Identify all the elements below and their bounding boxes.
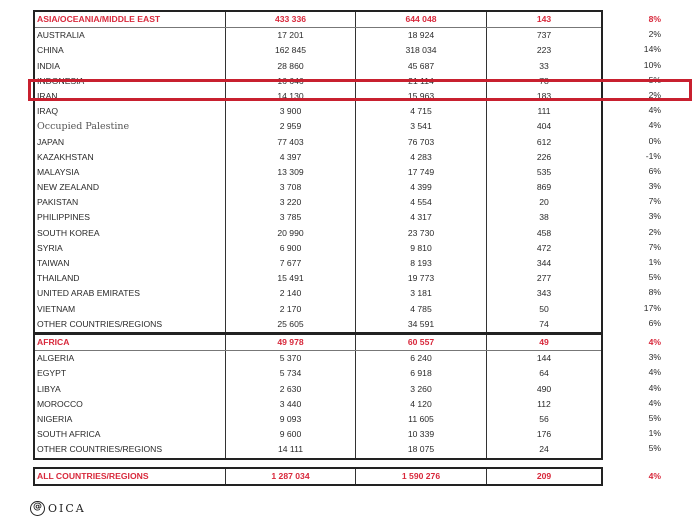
value-3-cell: 472: [536, 242, 552, 253]
table-row: [35, 317, 601, 332]
country-name-cell: CHINA: [35, 43, 226, 58]
table-row: [35, 271, 601, 286]
value-1-cell: 15 491: [226, 271, 356, 286]
country-name-cell: EGYPT: [35, 366, 226, 381]
value-3-cell: 176: [536, 429, 552, 440]
table-row: [35, 397, 601, 412]
value-1-cell: 14 111: [226, 442, 356, 457]
country-name-cell: IRAN: [35, 89, 226, 104]
value-2-cell: 8 193: [356, 256, 487, 271]
value-1-cell: 7 677: [226, 256, 356, 271]
value-3-cell: 277: [536, 273, 552, 284]
value-3-cell: 343: [536, 288, 552, 299]
value-2-cell: 644 048: [356, 12, 487, 27]
percent-cell: 17%: [643, 302, 661, 313]
country-name-cell: AFRICA: [35, 335, 226, 350]
table-row: [35, 226, 601, 241]
value-1-cell: 3 440: [226, 397, 356, 412]
value-1-cell: 2 959: [226, 119, 356, 134]
value-1-cell: 9 093: [226, 412, 356, 427]
value-2-cell: 18 075: [356, 442, 487, 457]
country-name-cell: TAIWAN: [35, 256, 226, 271]
value-2-cell: 3 541: [356, 119, 487, 134]
percent-cell: -1%: [645, 150, 661, 161]
at-symbol-icon: @: [30, 501, 45, 516]
value-3-cell: 78: [539, 75, 549, 86]
country-name-cell: VIETNAM: [35, 302, 226, 317]
table-row: [35, 210, 601, 225]
section-header-row: [35, 12, 601, 28]
value-3-cell: 226: [536, 151, 552, 162]
percent-cell: 10%: [643, 59, 661, 70]
country-name-cell: OTHER COUNTRIES/REGIONS: [35, 442, 226, 457]
percent-cell: 4%: [648, 397, 661, 408]
value-1-cell: 3 220: [226, 195, 356, 210]
value-2-cell: 318 034: [356, 43, 487, 58]
value-3-cell: 458: [536, 227, 552, 238]
value-2-cell: 17 749: [356, 165, 487, 180]
value-3-cell: 74: [539, 318, 549, 329]
value-2-cell: 4 554: [356, 195, 487, 210]
value-1-cell: 28 860: [226, 59, 356, 74]
value-1-cell: 3 785: [226, 210, 356, 225]
africa-table: [33, 333, 603, 460]
percent-cell: 3%: [648, 211, 661, 222]
value-3-cell: 33: [539, 60, 549, 71]
table-row: [35, 180, 601, 195]
value-2-cell: 76 703: [356, 135, 487, 150]
country-name-cell: PHILIPPINES: [35, 210, 226, 225]
table-row: [35, 150, 601, 165]
all-countries-table: [33, 467, 603, 486]
asia-oceania-middle-east-table: [33, 10, 603, 334]
value-2-cell: 4 785: [356, 302, 487, 317]
value-2-cell: 21 114: [356, 74, 487, 89]
value-2-cell: 19 773: [356, 271, 487, 286]
value-2-cell: 6 918: [356, 366, 487, 381]
value-1-cell: 433 336: [226, 12, 356, 27]
value-1-cell: 20 990: [226, 226, 356, 241]
percent-cell: 1%: [648, 257, 661, 267]
value-3-cell: 144: [536, 353, 552, 364]
table-row: [35, 442, 601, 457]
table-row: [35, 59, 601, 74]
value-2-cell: 15 963: [356, 89, 487, 104]
value-2-cell: 6 240: [356, 351, 487, 366]
country-name-cell: LIBYA: [35, 382, 226, 397]
value-2-cell: 45 687: [356, 59, 487, 74]
value-3-cell: 38: [539, 212, 549, 223]
value-3-cell: 49: [539, 337, 549, 347]
table-row: [35, 135, 601, 150]
value-3-cell: 404: [536, 121, 552, 132]
value-2-cell: 23 730: [356, 226, 487, 241]
table-row: [35, 366, 601, 381]
value-1-cell: 3 900: [226, 104, 356, 119]
value-2-cell: 18 924: [356, 28, 487, 43]
value-1-cell: 9 600: [226, 427, 356, 442]
value-3-cell: 223: [536, 45, 552, 56]
country-name-cell: INDIA: [35, 59, 226, 74]
percent-cell: 3%: [648, 352, 661, 363]
country-name-cell: SOUTH AFRICA: [35, 427, 226, 442]
country-name-cell: INDONESIA: [35, 74, 226, 89]
value-3-cell: 24: [539, 444, 549, 455]
value-3-cell: 112: [537, 398, 551, 409]
value-1-cell: 2 630: [226, 382, 356, 397]
value-3-cell: 64: [539, 368, 549, 379]
country-name-cell: OTHER COUNTRIES/REGIONS: [35, 317, 226, 332]
value-3-cell: 56: [539, 413, 549, 424]
percent-cell: 1%: [648, 428, 661, 439]
percent-cell: 2%: [648, 226, 661, 237]
country-name-cell: MALAYSIA: [35, 165, 226, 180]
table-row: [35, 412, 601, 427]
percent-cell: 6%: [648, 165, 661, 176]
value-3-cell: 111: [537, 106, 551, 117]
percent-cell: 14%: [643, 44, 661, 55]
country-name-cell: Occupied Palestine: [35, 119, 226, 134]
country-name-cell: SOUTH KOREA: [35, 226, 226, 241]
value-2-cell: 4 399: [356, 180, 487, 195]
all-countries-percent-column: [603, 469, 683, 484]
percent-cell: 3%: [648, 181, 661, 192]
percent-cell: 4%: [648, 382, 661, 393]
value-1-cell: 5 734: [226, 366, 356, 381]
country-name-cell: ASIA/OCEANIA/MIDDLE EAST: [35, 12, 226, 27]
value-2-cell: 9 810: [356, 241, 487, 256]
table-row: [35, 74, 601, 89]
value-3-cell: 535: [536, 166, 552, 177]
country-name-cell: NIGERIA: [35, 412, 226, 427]
country-name-cell: KAZAKHSTAN: [35, 150, 226, 165]
table-row: [35, 165, 601, 180]
value-2-cell: 4 283: [356, 150, 487, 165]
value-1-cell: 4 397: [226, 150, 356, 165]
value-1-cell: 5 370: [226, 351, 356, 366]
percent-cell: 4%: [648, 367, 661, 378]
percent-cell: 2%: [648, 29, 661, 40]
country-name-cell: UNITED ARAB EMIRATES: [35, 286, 226, 301]
oica-logo: [30, 501, 86, 516]
table-row: [35, 382, 601, 397]
value-1-cell: 17 201: [226, 28, 356, 43]
percent-cell: 4%: [648, 471, 661, 481]
value-3-cell: 209: [536, 471, 552, 481]
value-3-cell: 612: [536, 136, 552, 147]
value-1-cell: 2 140: [226, 286, 356, 301]
table-row: [35, 256, 601, 271]
value-2-cell: 10 339: [356, 427, 487, 442]
country-name-cell: NEW ZEALAND: [35, 180, 226, 195]
value-2-cell: 3 181: [356, 286, 487, 301]
logo-text: OICA: [48, 502, 86, 515]
country-name-cell: SYRIA: [35, 241, 226, 256]
value-1-cell: 6 900: [226, 241, 356, 256]
value-2-cell: 4 120: [356, 397, 487, 412]
value-3-cell: 490: [536, 383, 552, 394]
country-name-cell: PAKISTAN: [35, 195, 226, 210]
country-name-cell: THAILAND: [35, 271, 226, 286]
percent-cell: 2%: [648, 89, 661, 100]
africa-percent-column: [603, 335, 683, 457]
value-1-cell: 3 708: [226, 180, 356, 195]
percent-cell: 4%: [648, 120, 661, 131]
country-name-cell: MOROCCO: [35, 397, 226, 412]
value-2-cell: 34 591: [356, 317, 487, 332]
value-1-cell: 2 170: [226, 302, 356, 317]
value-2-cell: 3 260: [356, 382, 487, 397]
table-row: [35, 89, 601, 104]
table-row: [35, 43, 601, 58]
value-3-cell: 737: [536, 30, 552, 41]
value-3-cell: 50: [539, 303, 549, 314]
percent-cell: 8%: [648, 14, 661, 24]
percent-cell: 4%: [648, 105, 661, 116]
table-row: [35, 241, 601, 256]
country-name-cell: ALGERIA: [35, 351, 226, 366]
percent-cell: 5%: [648, 412, 661, 423]
table-row: [35, 351, 601, 366]
value-2-cell: 4 317: [356, 210, 487, 225]
value-3-cell: 869: [536, 182, 552, 193]
percent-cell: 7%: [648, 196, 661, 207]
value-1-cell: 25 605: [226, 317, 356, 332]
value-2-cell: 1 590 276: [356, 469, 487, 484]
value-3-cell: 344: [536, 258, 552, 268]
percent-cell: 8%: [648, 287, 661, 298]
country-name-cell: JAPAN: [35, 135, 226, 150]
value-1-cell: 162 845: [226, 43, 356, 58]
country-name-cell: AUSTRALIA: [35, 28, 226, 43]
percent-cell: 4%: [648, 337, 661, 347]
table-row: [35, 195, 601, 210]
table-row: [35, 28, 601, 43]
total-row: [35, 469, 601, 484]
percent-cell: 5%: [648, 74, 661, 85]
value-3-cell: 183: [536, 90, 552, 101]
value-1-cell: 77 403: [226, 135, 356, 150]
percent-cell: 6%: [648, 317, 661, 328]
country-name-cell: IRAQ: [35, 104, 226, 119]
table-row: [35, 302, 601, 317]
value-2-cell: 60 557: [356, 335, 487, 350]
table-row: [35, 104, 601, 119]
table-row: [35, 119, 601, 134]
value-1-cell: 16 646: [226, 74, 356, 89]
value-2-cell: 4 715: [356, 104, 487, 119]
percent-cell: 5%: [648, 272, 661, 283]
value-1-cell: 14 130: [226, 89, 356, 104]
percent-cell: 0%: [648, 135, 661, 146]
table-row: [35, 427, 601, 442]
asia-percent-column: [603, 12, 683, 331]
value-3-cell: 143: [536, 14, 552, 24]
value-1-cell: 1 287 034: [226, 469, 356, 484]
section-header-row: [35, 335, 601, 351]
value-1-cell: 13 309: [226, 165, 356, 180]
value-3-cell: 20: [539, 197, 549, 208]
country-name-cell: ALL COUNTRIES/REGIONS: [35, 469, 226, 484]
percent-cell: 7%: [648, 241, 661, 252]
value-1-cell: 49 978: [226, 335, 356, 350]
value-2-cell: 11 605: [356, 412, 487, 427]
table-row: [35, 286, 601, 301]
percent-cell: 5%: [648, 443, 661, 454]
